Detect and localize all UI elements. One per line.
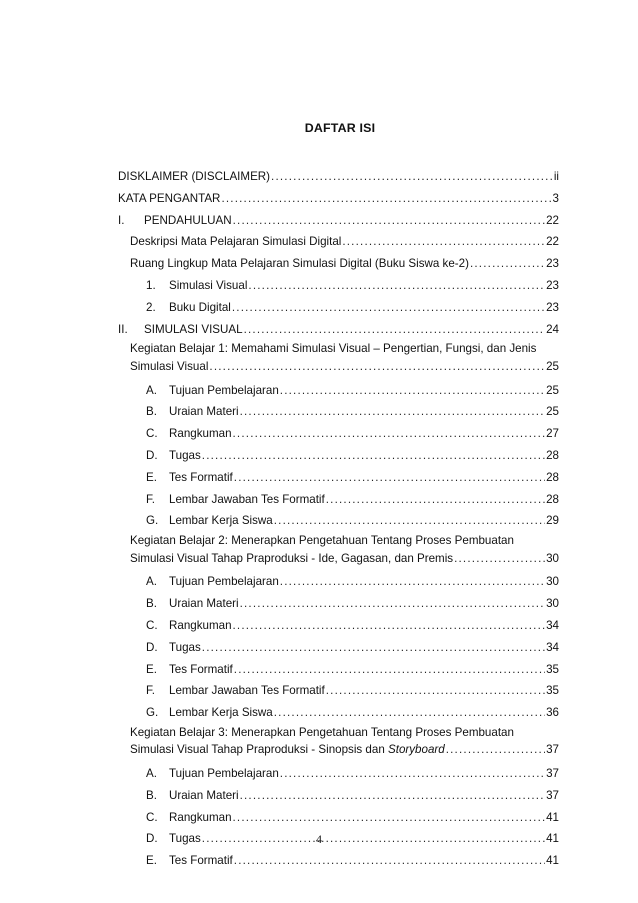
toc-dot-leader [233, 423, 546, 445]
toc-entry-page: 23 [546, 257, 559, 271]
toc-entry[interactable] [118, 637, 559, 659]
toc-entry-label: DISKLAIMER (DISCLAIMER) [118, 170, 271, 183]
toc-entry-kegiatan-belajar-2[interactable] [118, 532, 559, 567]
toc-entry-label-continued: Simulasi Visual [130, 359, 209, 373]
toc-dot-leader [326, 680, 545, 702]
toc-entry-number: G. [146, 514, 159, 528]
toc-dot-leader [240, 785, 546, 807]
page-title: DAFTAR ISI [304, 121, 376, 135]
toc-entry-label: Rangkuman [169, 427, 232, 441]
toc-entry-page: 34 [546, 618, 559, 632]
toc-entry-page: 22 [546, 213, 559, 227]
toc-entry-label: Tugas [169, 640, 201, 654]
toc-entry[interactable] [118, 850, 559, 872]
toc-entry-kegiatan-belajar-1[interactable] [118, 340, 559, 375]
toc-entry-label: Tujuan Pembelajaran [169, 383, 279, 397]
toc-entry-page: 41 [546, 810, 559, 824]
toc-entry-label: Uraian Materi [169, 788, 239, 802]
toc-entry[interactable] [118, 253, 559, 275]
toc-entry-number: D. [146, 640, 158, 654]
toc-entry-label: Deskripsi Mata Pelajaran Simulasi Digital [130, 235, 342, 249]
toc-entry-page: 25 [546, 405, 559, 419]
toc-entry-page: 36 [546, 706, 559, 720]
toc-entry-number: B. [146, 788, 157, 802]
toc-dot-leader [326, 489, 545, 511]
toc-entry-label: Tes Formatif [169, 662, 233, 676]
toc-entry-page: 35 [546, 684, 559, 698]
toc-entry-page: 28 [546, 470, 559, 484]
toc-entry-number: D. [146, 448, 158, 462]
toc-entry-number: 2. [146, 300, 156, 314]
toc-entry-label: Lembar Jawaban Tes Formatif [169, 684, 325, 698]
toc-entry-label-text: Simulasi Visual Tahap Praproduksi - Sinopsis dan [130, 743, 388, 757]
toc-entry-number: G. [146, 706, 159, 720]
toc-dot-leader [232, 297, 545, 319]
toc-entry-page: 34 [546, 640, 559, 654]
toc-entry-page: 23 [546, 278, 559, 292]
toc-entry-number: E. [146, 470, 157, 484]
toc-dot-leader [233, 210, 545, 232]
toc-entry-number: I. [118, 213, 125, 227]
toc-entry-kegiatan-belajar-3[interactable] [118, 724, 559, 759]
toc-dot-leader [470, 253, 545, 275]
toc-dot-leader [234, 850, 545, 872]
toc-entry-page: 28 [546, 492, 559, 506]
toc-entry-page: 25 [546, 383, 559, 397]
toc-entry[interactable] [118, 593, 559, 615]
toc-entry-page: 41 [546, 854, 559, 868]
toc-entry[interactable] [118, 785, 559, 807]
toc-entry-label: PENDAHULUAN [144, 213, 232, 227]
toc-entry-page: 37 [546, 743, 559, 757]
toc-entry-page: 27 [546, 427, 559, 441]
toc-entry-label: SIMULASI VISUAL [144, 322, 243, 336]
toc-entry-page: 35 [546, 662, 559, 676]
toc-dot-leader [209, 358, 545, 376]
toc-dot-leader [274, 510, 545, 532]
toc-entry-label: Tes Formatif [169, 470, 233, 484]
toc-entry[interactable] [118, 510, 559, 532]
toc-dot-leader [240, 593, 546, 615]
toc-entry[interactable] [118, 680, 559, 702]
toc-entry-page: 30 [546, 597, 559, 611]
toc-dot-leader [234, 467, 545, 489]
toc-entry-label: Simulasi Visual [169, 278, 248, 292]
toc-entry[interactable] [118, 188, 559, 210]
toc-entry-page: 28 [546, 448, 559, 462]
toc-entry-label: Rangkuman [169, 618, 232, 632]
toc-entry-number: D. [146, 832, 158, 846]
toc-entry[interactable] [118, 423, 559, 445]
toc-entry-label: Tes Formatif [169, 854, 233, 868]
toc-entry-number: 1. [146, 278, 156, 292]
toc-entry-number: II. [118, 322, 128, 336]
toc-dot-leader [342, 231, 545, 253]
toc-entry[interactable] [118, 807, 559, 829]
toc-dot-leader [221, 188, 551, 210]
toc-entry[interactable] [118, 297, 559, 319]
toc-entry-page: 22 [546, 235, 559, 249]
toc-entry-label: Rangkuman [169, 810, 232, 824]
toc-entry-label: Tugas [169, 832, 201, 846]
toc-entry-number: E. [146, 662, 157, 676]
toc-dot-leader [240, 401, 546, 423]
toc-entry[interactable] [118, 166, 559, 188]
toc-entry[interactable] [118, 571, 559, 593]
toc-entry[interactable] [118, 231, 559, 253]
toc-entry-page: 25 [546, 359, 559, 373]
toc-dot-leader [280, 380, 545, 402]
toc-entry-number: F. [146, 684, 156, 698]
toc-entry[interactable] [118, 319, 559, 341]
toc-entry[interactable] [118, 467, 559, 489]
toc-entry-number: C. [146, 618, 158, 632]
toc-entry-label: Uraian Materi [169, 405, 239, 419]
toc-dot-leader [274, 702, 545, 724]
toc-entry-label: Tujuan Pembelajaran [169, 575, 279, 589]
toc-dot-leader [454, 550, 545, 568]
toc-dot-leader [233, 615, 546, 637]
toc-entry-label: Uraian Materi [169, 597, 239, 611]
toc-dot-leader [202, 637, 545, 659]
toc-entry[interactable] [118, 380, 559, 402]
toc-dot-leader [244, 319, 546, 341]
toc-dot-leader [280, 571, 545, 593]
toc-entry-label: Tugas [169, 448, 201, 462]
toc-entry-page: 30 [546, 551, 559, 565]
toc-entry-label: Kegiatan Belajar 3: Menerapkan Pengetahuan Tentang Proses Pembuatan [130, 725, 514, 739]
toc-entry-number: F. [146, 492, 156, 506]
toc-entry-label: Buku Digital [169, 300, 231, 314]
toc-entry-label: Ruang Lingkup Mata Pelajaran Simulasi Digital (Buku Siswa ke-2) [130, 257, 469, 271]
toc-entry-page: 30 [546, 575, 559, 589]
toc-entry-number: A. [146, 767, 157, 781]
toc-entry-page: 3 [552, 191, 559, 205]
toc-dot-leader [271, 166, 553, 188]
toc-entry[interactable] [118, 275, 559, 297]
toc-entry-label: Kegiatan Belajar 2: Menerapkan Pengetahuan Tentang Proses Pembuatan [130, 534, 514, 548]
toc-entry-page: ii [553, 170, 559, 183]
toc-entry[interactable] [118, 702, 559, 724]
toc-entry-number: B. [146, 405, 157, 419]
toc-entry-number: C. [146, 427, 158, 441]
toc-entry[interactable] [118, 763, 559, 785]
toc-entry[interactable] [118, 210, 559, 232]
toc-entry-label: Lembar Kerja Siswa [169, 514, 273, 528]
toc-entry-page: 23 [546, 300, 559, 314]
toc-entry[interactable] [118, 401, 559, 423]
toc-entry-label-continued [130, 741, 445, 759]
toc-dot-leader [234, 659, 545, 681]
toc-entry[interactable] [118, 445, 559, 467]
toc-entry[interactable] [118, 659, 559, 681]
toc-entry-page: 37 [546, 767, 559, 781]
toc-dot-leader [202, 445, 545, 467]
toc-dot-leader [280, 763, 545, 785]
toc-dot-leader [446, 741, 545, 759]
toc-entry[interactable] [118, 615, 559, 637]
toc-entry-number: C. [146, 810, 158, 824]
toc-entry-page: 29 [546, 514, 559, 528]
toc-entry-label: Tujuan Pembelajaran [169, 767, 279, 781]
toc-dot-leader [248, 275, 545, 297]
toc-entry[interactable] [118, 489, 559, 511]
toc-entry-label: KATA PENGANTAR [118, 191, 221, 205]
toc-dot-leader [233, 807, 546, 829]
page-number: 4 [316, 832, 322, 846]
toc-entry-label-italic: Storyboard [388, 743, 445, 757]
toc-entry-label: Lembar Jawaban Tes Formatif [169, 492, 325, 506]
toc-entry-page: 37 [546, 788, 559, 802]
toc-entry-label: Lembar Kerja Siswa [169, 706, 273, 720]
toc-entry-page: 41 [546, 832, 559, 846]
toc-entry-number: A. [146, 383, 157, 397]
toc-entry-number: A. [146, 575, 157, 589]
toc-entry-label-continued: Simulasi Visual Tahap Praproduksi - Ide, Gagasan, dan Premis [130, 551, 454, 565]
toc-entry-number: E. [146, 854, 157, 868]
table-of-contents [118, 166, 559, 872]
toc-entry-number: B. [146, 597, 157, 611]
toc-entry-page: 24 [546, 322, 559, 336]
toc-entry-label: Kegiatan Belajar 1: Memahami Simulasi Visual – Pengertian, Fungsi, dan Jenis [130, 342, 537, 356]
